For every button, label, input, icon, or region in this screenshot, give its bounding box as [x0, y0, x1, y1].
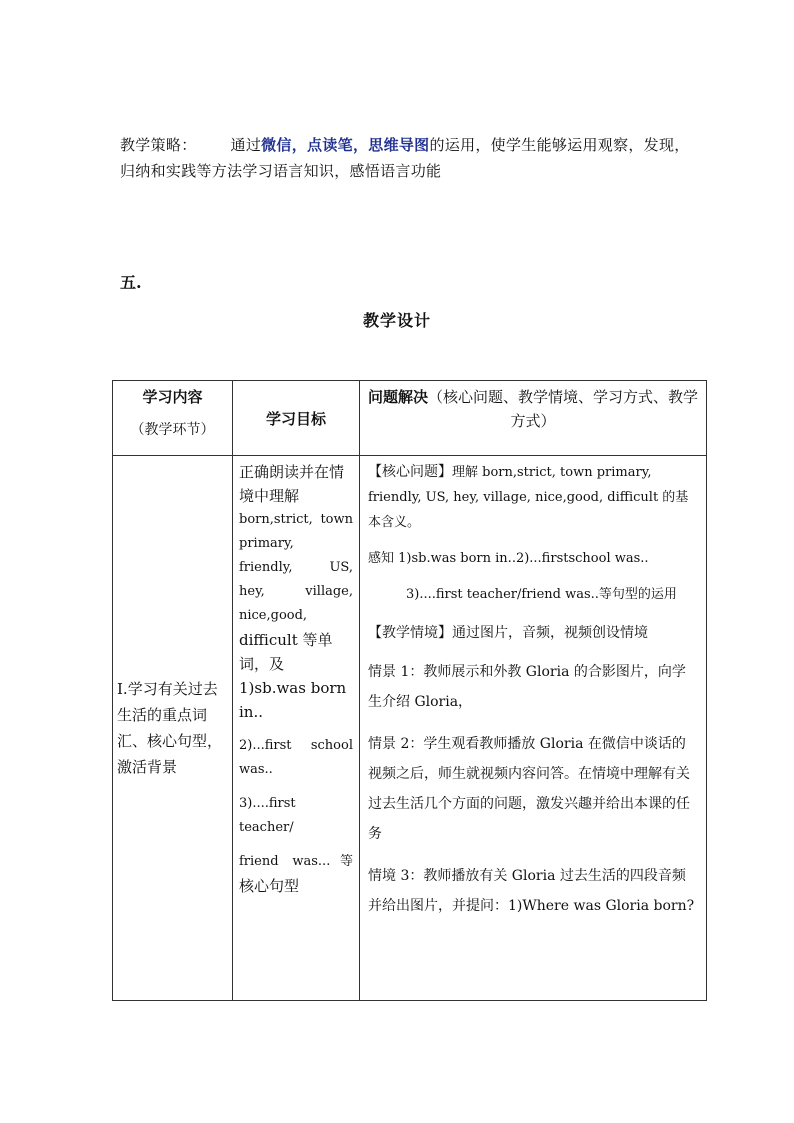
objective-word: 2)...first — [239, 738, 292, 753]
problem-solving-cell — [360, 456, 707, 1001]
teaching-situation — [368, 621, 698, 645]
strategy-text-a: 通过 — [230, 136, 262, 154]
objective-line — [239, 734, 353, 758]
teaching-design-table — [112, 380, 707, 1001]
objective-line: nice,good, — [239, 608, 308, 623]
teaching-situation-label: 【教学情境】 — [368, 625, 452, 641]
core-question-label: 【核心问题】 — [368, 464, 452, 480]
strategy-sep-1: ， — [291, 136, 308, 154]
objective-line: difficult 等单词，及 1)sb.was born in.. — [239, 631, 347, 721]
objective-word: friendly, — [239, 560, 293, 575]
objective-word: town — [320, 512, 353, 527]
objective-word: school — [310, 738, 353, 753]
objective-line: 3)....first teacher/ — [239, 796, 296, 835]
objective-word: born,strict, — [239, 512, 313, 527]
objective-line — [239, 508, 353, 532]
objective-word: friend — [239, 854, 279, 869]
header-problem-solving — [360, 381, 707, 456]
objective-word: was...等 — [292, 854, 353, 869]
header-learning-content — [113, 381, 233, 456]
section-number: 五. — [120, 273, 142, 292]
objective-line: 核心句型 — [239, 877, 300, 895]
perceive-line-2: 3)....first teacher/friend was..等句型的运用 — [406, 587, 677, 602]
scene-2: 情景 2：学生观看教师播放 Gloria 在微信中谈话的视频之后，师生就视频内容问答。在情境中理解有关过去生活几个方面的问题，激发兴趣并给出本课的任务 — [368, 736, 690, 842]
header-learning-content-main: 学习内容 — [142, 388, 203, 406]
strategy-highlight-wechat: 微信 — [261, 136, 292, 154]
objective-line: 正确朗读并在情境中理解 — [239, 463, 345, 505]
learning-content-cell: I.学习有关过去生活的重点词汇、核心句型，激活背景 — [113, 456, 233, 1001]
table-row — [113, 456, 707, 1001]
teaching-situation-text: 通过图片，音频，视频创设情境 — [452, 625, 648, 641]
objective-line — [239, 580, 353, 604]
strategy-text-b: 的运用，使学生能够运用观察，发现，归纳和实践等方法学习语言知识，感悟语言功能 — [120, 136, 690, 180]
objective-word: village, — [305, 584, 353, 599]
header-problem-solving-rest: （核心问题、教学情境、学习方式、教学方式） — [428, 388, 699, 430]
page-title: 教学设计 — [362, 311, 431, 330]
table-header-row — [113, 381, 707, 456]
teaching-strategy — [120, 132, 690, 184]
objective-line: primary, — [239, 536, 294, 551]
header-problem-solving-bold: 问题解决 — [367, 388, 428, 406]
perceive-line-1: 感知 1)sb.was born in..2)...firstschool was.. — [368, 551, 649, 566]
scene-3: 情境 3：教师播放有关 Gloria 过去生活的四段音频并给出图片，并提问：1)Where was Gloria born? — [368, 868, 695, 914]
objective-word: hey, — [239, 584, 265, 599]
strategy-highlight-reading-pen: 点读笔 — [307, 136, 353, 154]
objective-line — [239, 850, 353, 874]
objective-word: US, — [329, 560, 353, 575]
objective-line — [239, 556, 353, 580]
scene-1: 情景 1：教师展示和外教 Gloria 的合影图片，向学生介绍 Gloria， — [368, 664, 686, 710]
core-question — [368, 460, 698, 535]
core-question-text: 理解 born,strict, town primary, friendly, US, hey, village, nice,good, difficult 的基本含义。 — [368, 465, 689, 530]
learning-objectives-cell — [233, 456, 360, 1001]
header-learning-objectives: 学习目标 — [233, 381, 360, 456]
strategy-sep-2: ， — [352, 136, 369, 154]
strategy-label: 教学策略： — [120, 136, 197, 154]
header-learning-content-sub: （教学环节） — [130, 422, 215, 438]
strategy-highlight-mindmap: 思维导图 — [368, 136, 430, 154]
objective-line: was.. — [239, 762, 273, 777]
